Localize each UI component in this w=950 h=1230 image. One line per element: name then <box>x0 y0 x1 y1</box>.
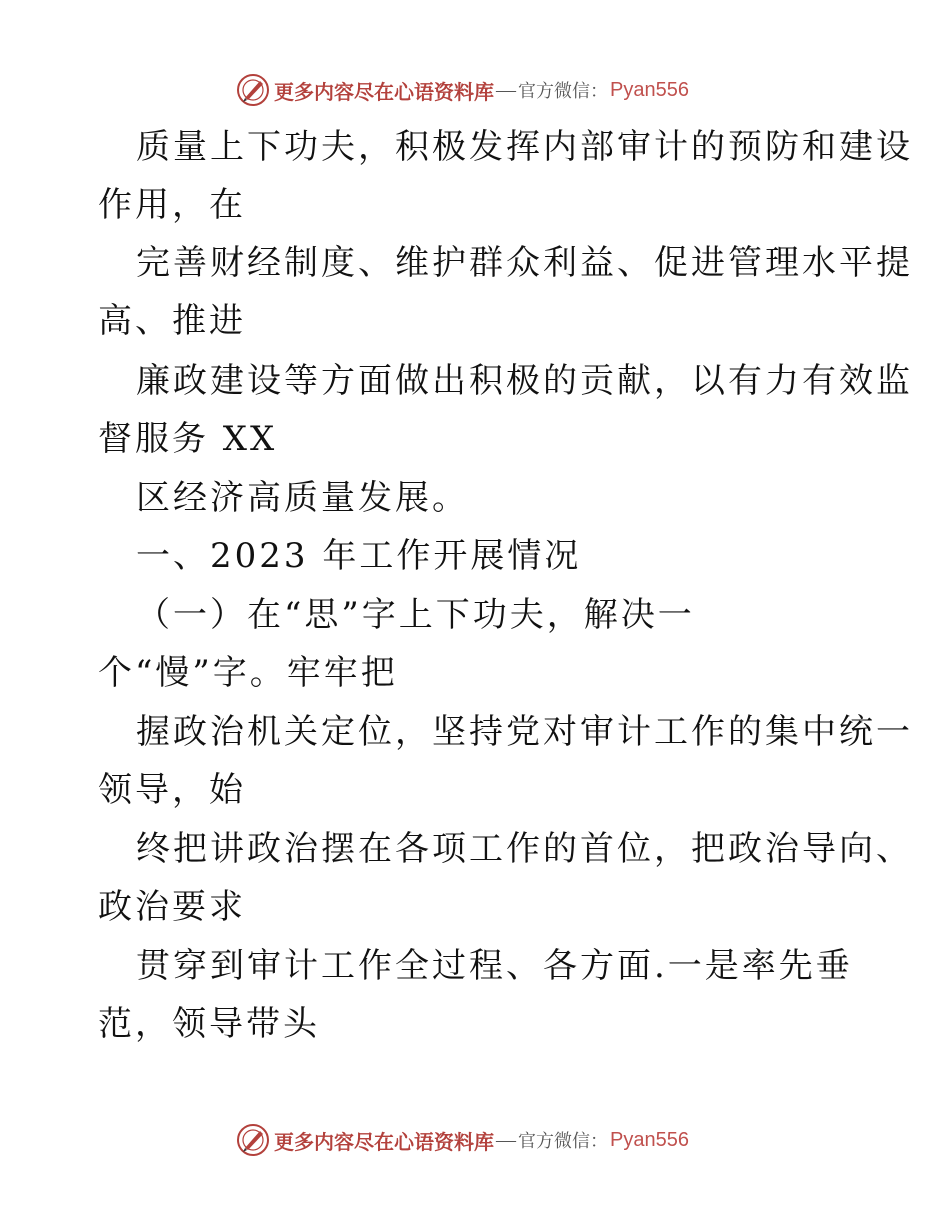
footer-watermark <box>236 1123 689 1157</box>
quill-logo-icon <box>236 1123 270 1157</box>
text-line: 范，领导带头 <box>98 1004 320 1044</box>
watermark-text: 更多内容尽在心语资料库 <box>274 1129 494 1154</box>
text-line: 督服务 XX <box>98 419 278 459</box>
text-line: 廉政建设等方面做出积极的贡献，以有力有效监 <box>136 361 913 401</box>
watermark-text: 更多内容尽在心语资料库 <box>274 79 494 104</box>
quill-logo-icon <box>236 73 270 107</box>
text-line: 握政治机关定位，坚持党对审计工作的集中统一 <box>136 712 913 752</box>
watermark-wechat-id: Pyan556 <box>610 1128 689 1151</box>
text-line: 质量上下功夫，积极发挥内部审计的预防和建设 <box>136 127 913 167</box>
watermark-wechat-id: Pyan556 <box>610 78 689 101</box>
text-line: 领导，始 <box>98 770 246 810</box>
subsection-heading: （一）在“思”字上下功夫，解决一 <box>136 595 695 635</box>
text-line: 终把讲政治摆在各项工作的首位，把政治导向、 <box>136 829 913 869</box>
text-line: 作用，在 <box>98 185 246 225</box>
text-line: 完善财经制度、维护群众利益、促进管理水平提 <box>136 243 913 283</box>
text-line: 个“慢”字。牢牢把 <box>98 653 398 693</box>
watermark-dash: — <box>496 1128 516 1151</box>
text-line: 区经济高质量发展。 <box>136 478 469 518</box>
text-line: 政治要求 <box>98 887 246 927</box>
watermark-dash: — <box>496 78 516 101</box>
watermark-wechat-label: 官方微信： <box>518 1131 608 1152</box>
header-watermark <box>236 73 689 107</box>
watermark-wechat-label: 官方微信： <box>518 81 608 102</box>
text-line: 贯穿到审计工作全过程、各方面.一是率先垂 <box>136 946 853 986</box>
text-line: 高、推进 <box>98 301 246 341</box>
section-heading: 一、2023 年工作开展情况 <box>136 536 582 576</box>
